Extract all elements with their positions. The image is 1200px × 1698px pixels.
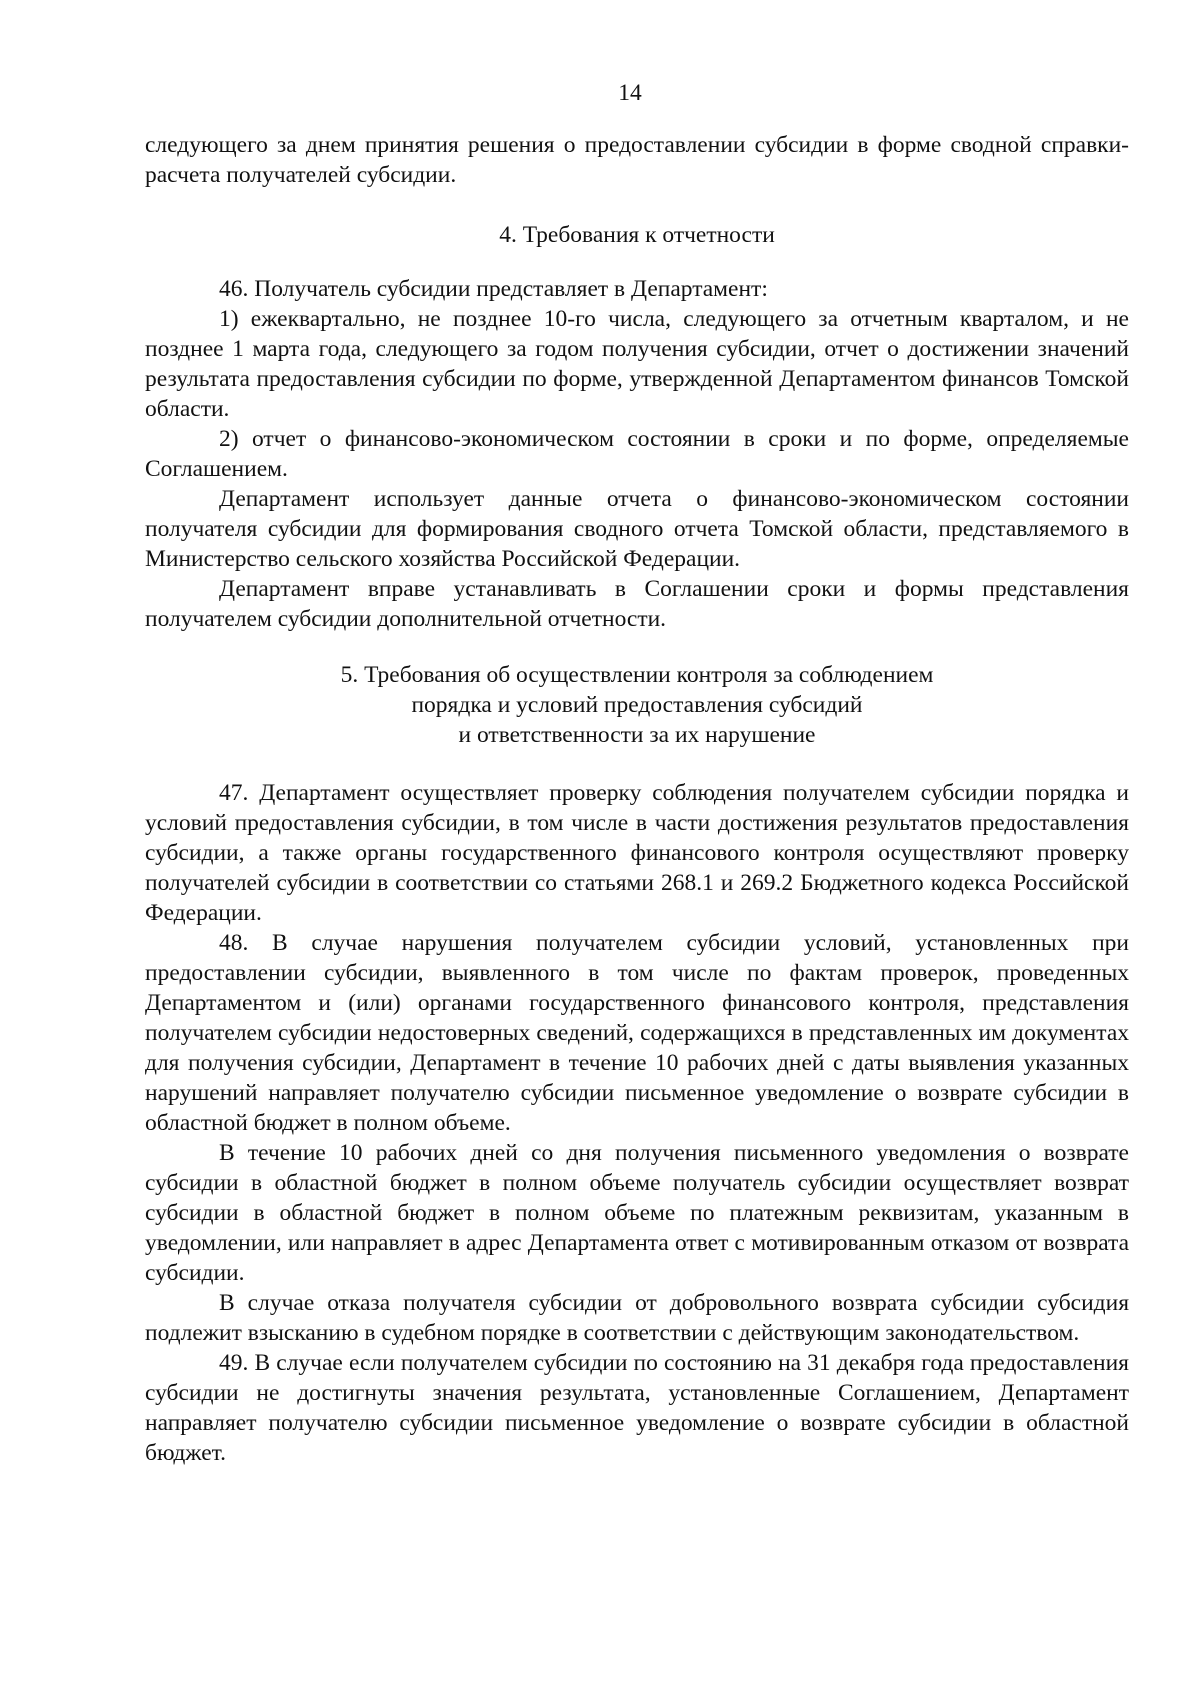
page-number: 14 — [618, 80, 642, 106]
paragraph-46-item-2: 2) отчет о финансово-экономическом состоянии в сроки и по форме, определяемые Соглашением. — [145, 426, 1129, 482]
paragraph-48-return-procedure: В течение 10 рабочих дней со дня получения письменного уведомления о возврате субсидии в областной бюджет в полном объеме получатель субсидии осуществляет возврат субсидии в областной бюджет в полном объеме по платежным реквизитам, указанным в уведомлении, или направляет в адрес Департамента ответ с мотивированным отказом от возврата субсидии. — [145, 1140, 1129, 1286]
section-5-heading-line-2: порядка и условий предоставления субсидий — [411, 692, 863, 718]
section-4-heading: 4. Требования к отчетности — [499, 222, 775, 248]
paragraph-46-additional-reporting: Департамент вправе устанавливать в Соглашении сроки и формы представления получателем субсидии дополнительной отчетности. — [145, 576, 1129, 632]
paragraph-46: 46. Получатель субсидии представляет в Департамент: — [219, 276, 768, 302]
paragraph-48-court-recovery: В случае отказа получателя субсидии от добровольного возврата субсидии субсидия подлежит взысканию в судебном порядке в соответствии с действующим законодательством. — [145, 1290, 1129, 1346]
document-body — [145, 130, 1129, 1468]
section-5-heading-line-3: и ответственности за их нарушение — [458, 722, 816, 748]
paragraph-46-report-usage: Департамент использует данные отчета о финансово-экономическом состоянии получателя субсидии для формирования сводного отчета Томской области, представляемого в Министерство сельского хозяйства Российской Федерации. — [145, 486, 1129, 572]
paragraph-47: 47. Департамент осуществляет проверку соблюдения получателем субсидии порядка и условий предоставления субсидии, в том числе в части достижения результатов предоставления субсидии, а также органы государственного финансового контроля осуществляют проверку получателей субсидии в соответствии со статьями 268.1 и 269.2 Бюджетного кодекса Российской Федерации. — [145, 780, 1129, 926]
paragraph-48: 48. В случае нарушения получателем субсидии условий, установленных при предоставлении субсидии, выявленного в том числе по фактам проверок, проведенных Департаментом и (или) органами государственного финансового контроля, представления получателем субсидии недостоверных сведений, содержащихся в представленных им документах для получения субсидии, Департамент в течение 10 рабочих дней с даты выявления указанных нарушений направляет получателю субсидии письменное уведомление о возврате субсидии в областной бюджет в полном объеме. — [145, 930, 1129, 1136]
paragraph-continuation: следующего за днем принятия решения о предоставлении субсидии в форме сводной справки-расчета получателей субсидии. — [145, 132, 1129, 188]
section-5-heading-line-1: 5. Требования об осуществлении контроля за соблюдением — [340, 662, 934, 688]
paragraph-46-item-1: 1) ежеквартально, не позднее 10-го числа, следующего за отчетным кварталом, и не позднее 1 марта года, следующего за годом получения субсидии, отчет о достижении значений результата предоставления субсидии по форме, утвержденной Департаментом финансов Томской области. — [145, 306, 1129, 422]
paragraph-49: 49. В случае если получателем субсидии по состоянию на 31 декабря года предоставления субсидии не достигнуты значения результата, установленные Соглашением, Департамент направляет получателю субсидии письменное уведомление о возврате субсидии в областной бюджет. — [145, 1350, 1129, 1466]
